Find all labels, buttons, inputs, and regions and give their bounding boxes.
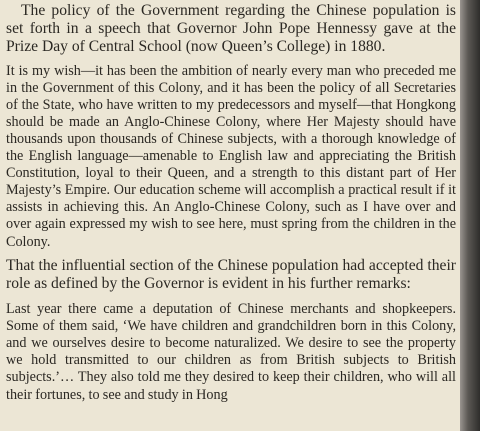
intro-paragraph: The policy of the Government regarding the Chinese population is set forth in a speech that Governor John Pope Hennessy gave at the Prize Day of Central School (now Queen’s College) in 1880. — [6, 2, 456, 56]
book-edge-shadow — [460, 0, 480, 431]
commentary-paragraph: That the influential section of the Chinese population had accepted their role as defined by the Governor is evident in his further remarks: — [6, 256, 456, 292]
remarks-quote-paragraph: Last year there came a deputation of Chinese merchants and shopkeepers. Some of them said, ‘We have children and grandchildren born in this Colony, and we ourselves desire to become naturalized. We desire to see the property we hold transmitted to our children as from British subjects to British subjects.’… They also told me they desired to keep their children, who will all their fortunes, to see and study in Hong — [6, 301, 456, 403]
speech-quote-paragraph: It is my wish—it has been the ambition of nearly every man who preceded me in the Government of this Colony, and it has been the policy of all Secretaries of the State, who have written to my predecessors and myself—that Hongkong should be made an Anglo-Chinese Colony, where Her Majesty should have thousands upon thousands of Chinese subjects, with a thorough knowledge of the English language—amenable to English law and appreciating the British Constitution, loyal to their Queen, and a strength to this distant part of Her Majesty’s Empire. Our education scheme will accomplish a practical result if it assists in achieving this. An Anglo-Chinese Colony, such as I have over and over again expressed my wish to see here, must spring from the children in the Colony. — [6, 62, 456, 250]
